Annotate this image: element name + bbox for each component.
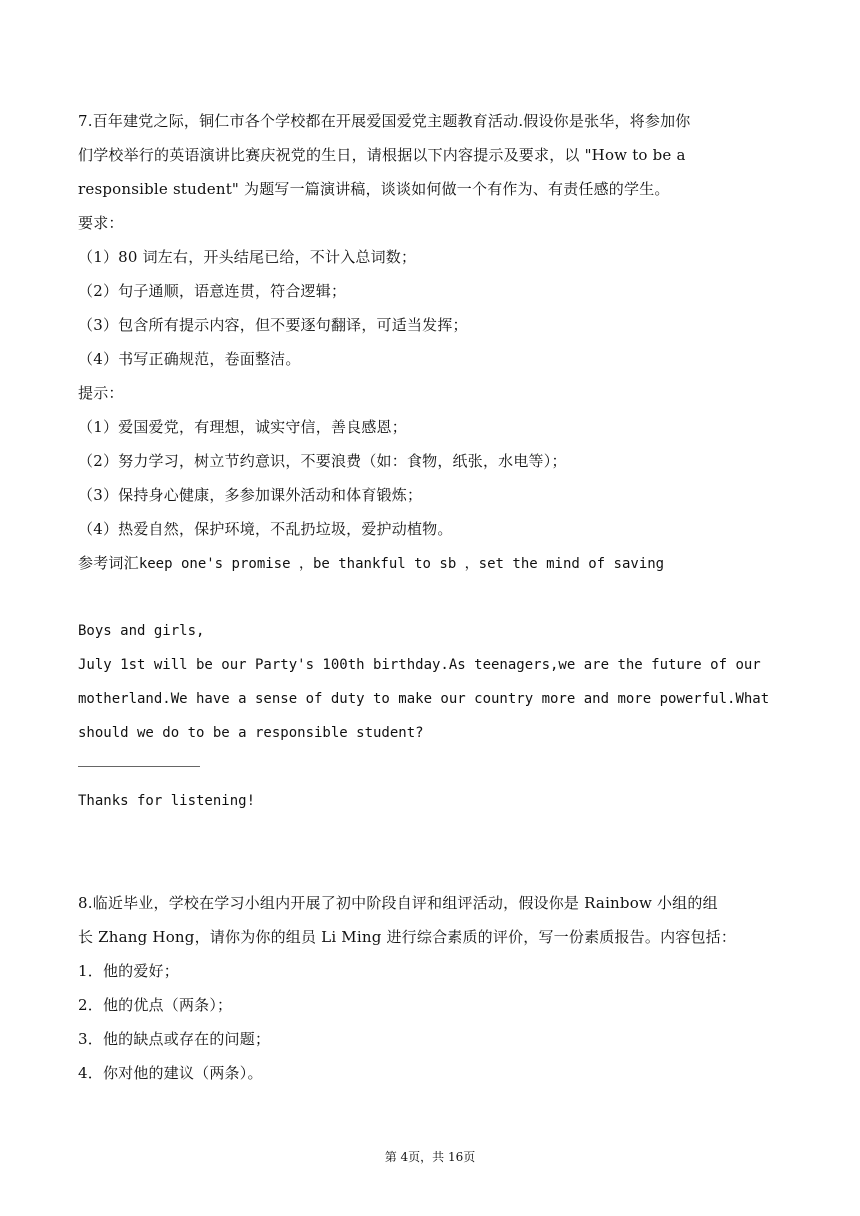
q8-prompt-line: 8.临近毕业，学校在学习小组内开展了初中阶段自评和组评活动，假设你是 Rainbow 小组的组 [78, 894, 718, 912]
speech-closing: Thanks for listening! [78, 793, 256, 809]
q7-prompt-line: 们学校举行的英语演讲比赛庆祝党的生日，请根据以下内容提示及要求，以 "How to be a [78, 146, 686, 164]
document-page [78, 104, 782, 1090]
requirement-item: （4）书写正确规范，卷面整洁。 [78, 350, 301, 368]
requirements-heading: 要求： [78, 214, 124, 232]
vocabulary-line [78, 546, 782, 580]
q8-content-item: 3．他的缺点或存在的问题； [78, 1030, 271, 1048]
vocabulary-label: 参考词汇 [78, 554, 139, 572]
requirement-item: （3）包含所有提示内容，但不要逐句翻译，可适当发挥； [78, 316, 468, 334]
page-number-footer: 第 4页，共 16页 [384, 1150, 476, 1164]
tip-item: （4）热爱自然，保护环境，不乱扔垃圾，爱护动植物。 [78, 520, 453, 538]
q8-content-item: 2．他的优点（两条）； [78, 996, 233, 1014]
requirement-item: （2）句子通顺，语意连贯，符合逻辑； [78, 282, 347, 300]
q8-prompt-line: 长 Zhang Hong，请你为你的组员 Li Ming 进行综合素质的评价，写一份素质报告。内容包括： [78, 928, 737, 946]
speech-body-line: motherland.We have a sense of duty to make our country more and more powerful.What [78, 691, 770, 707]
requirement-item: （1）80 词左右，开头结尾已给，不计入总词数； [78, 248, 417, 266]
speech-greeting: Boys and girls, [78, 623, 205, 639]
speech-body-line: July 1st will be our Party's 100th birthday.As teenagers,we are the future of our [78, 657, 761, 673]
q8-content-item: 4．你对他的建议（两条）。 [78, 1064, 263, 1082]
tip-item: （3）保持身心健康，多参加课外活动和体育锻炼； [78, 486, 423, 504]
tip-item: （1）爱国爱党，有理想，诚实守信，善良感恩； [78, 418, 407, 436]
tips-heading: 提示： [78, 384, 124, 402]
q7-prompt-line: 7.百年建党之际，铜仁市各个学校都在开展爱国爱党主题教育活动.假设你是张华，将参加你 [78, 112, 691, 130]
speech-body-line: should we do to be a responsible student? [78, 725, 424, 741]
tip-item: （2）努力学习，树立节约意识，不要浪费（如：食物，纸张，水电等）； [78, 452, 567, 470]
q7-prompt-line: responsible student" 为题写一篇演讲稿，谈谈如何做一个有作为、有责任感的学生。 [78, 180, 670, 198]
q8-content-item: 1．他的爱好； [78, 962, 179, 980]
answer-blank-line [78, 766, 200, 767]
vocabulary-words: keep one's promise ，be thankful to sb ，set the mind of saving [138, 556, 665, 572]
